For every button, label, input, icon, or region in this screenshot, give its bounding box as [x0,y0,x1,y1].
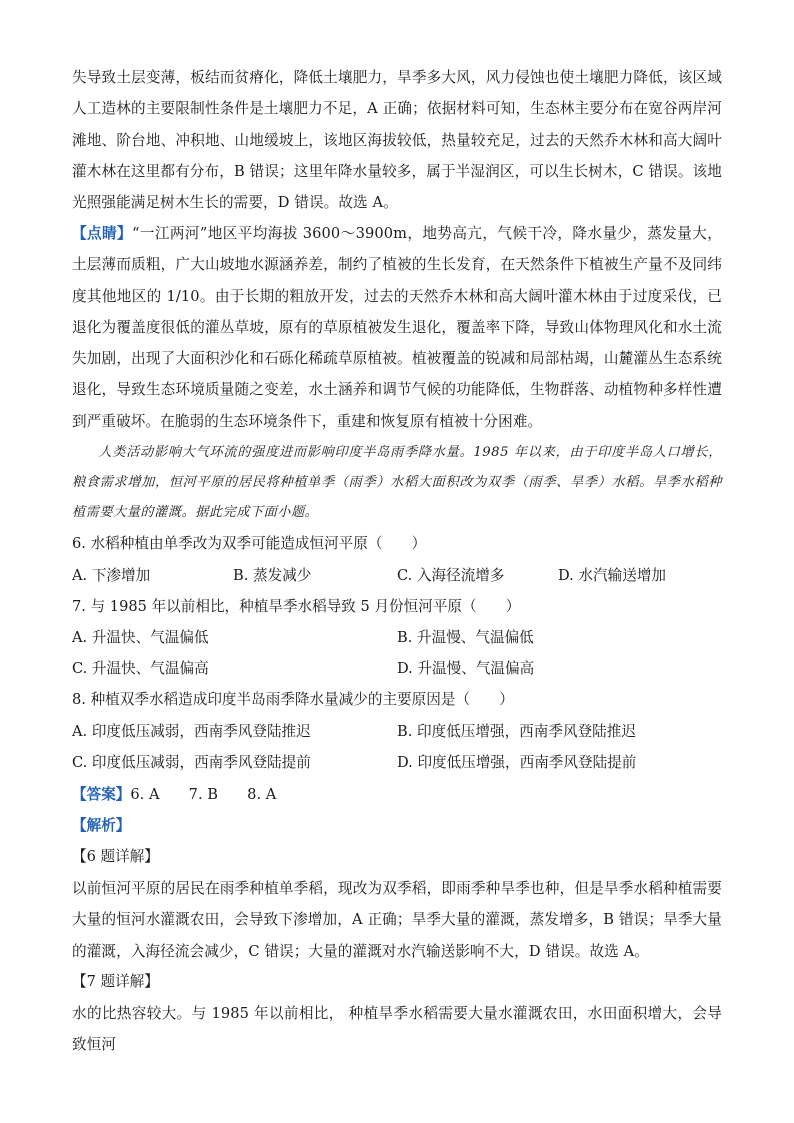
answer-tag: 【答案】 [72,786,131,803]
dianjing-tag: 【点睛】 [72,225,132,242]
question-8-option-c: C. 印度低压减弱，西南季风登陆提前 [72,754,311,771]
q7-detail-paragraph [72,998,722,1061]
question-6-stem: 6. 水稻种植由单季改为双季可能造成恒河平原（ ） [72,535,427,552]
question-8-stem: 8. 种植双季水稻造成印度半岛雨季降水量减少的主要原因是（ ） [72,691,514,708]
q6-detail-paragraph [72,873,722,967]
q6-detail-heading: 【6 题详解】 [72,848,159,865]
analysis-tag: 【解析】 [72,817,131,834]
question-6-option-a: A. 下渗增加 [72,567,151,584]
question-6-option-c: C. 入海径流增多 [397,567,505,584]
material-passage [72,438,722,528]
dianjing-text: “一江两河”地区平均海拔 3600～3900m，地势高亢，气候干冷，降水量少，蒸发量大，土层薄而质粗，广大山坡地水源涵养差，制约了植被的生长发育，在天然条件下植被生产量不及同纬度其他地区的 1/10。由于长期的粗放开发，过去的天然乔木林和高大阔叶灌木林由于过度采伐，已退化为覆盖度很低的灌丛草坡，原有的草原植被发生退化，覆盖率下降，导致山体物理风化和水土流失加剧，出现了大面积沙化和石砾化稀疏草原植被。植被覆盖的锐减和局部枯竭，山麓灌丛生态系统退化，导致生态环境质量随之变差，水土涵养和调节气候的功能降低，生物群落、动植物种多样性遭到严重破坏。在脆弱的生态环境条件下，重建和恢复原有植被十分困难。 [72,225,722,430]
question-8-option-d: D. 印度低压增强，西南季风登陆提前 [397,754,637,771]
question-6-option-b: B. 蒸发减少 [233,567,312,584]
question-8-option-a: A. 印度低压减弱，西南季风登陆推迟 [72,723,311,740]
q7-detail-heading: 【7 题详解】 [72,973,159,990]
question-7-stem: 7. 与 1985 年以前相比，种植旱季水稻导致 5 月份恒河平原（ ） [72,598,521,615]
q7-detail-text: 水的比热容较大。与 1985 年以前相比， 种植旱季水稻需要大量水灌溉农田，水田面积增大，会导致恒河 [72,1005,722,1054]
material-text: 人类活动影响大气环流的强度进而影响印度半岛雨季降水量。1985 年以来，由于印度半岛人口增长，粮食需求增加，恒河平原的居民将种植单季（雨季）水稻大面积改为双季（雨季、旱季）水稻。旱季水稻种植需要大量的灌溉。据此完成下面小题。 [72,445,722,520]
question-7-option-c: C. 升温快、气温偏高 [72,660,209,677]
question-8-option-b: B. 印度低压增强，西南季风登陆推迟 [397,723,636,740]
answer-line [72,785,276,805]
answer-text: 6. A 7. B 8. A [130,786,277,803]
previous-analysis-paragraph [72,62,722,218]
q6-detail-text: 以前恒河平原的居民在雨季种植单季稻，现改为双季稻，即雨季种旱季也种，但是旱季水稻种植需要大量的恒河水灌溉农田，会导致下渗增加，A 正确；旱季大量的灌溉，蒸发增多，B 错误；旱季大量的灌溉，入海径流会减少，C 错误；大量的灌溉对水汽输送影响不大，D 错误。故选 A。 [72,880,722,960]
question-7-option-d: D. 升温慢、气温偏高 [397,660,535,677]
analysis-heading [72,816,130,836]
previous-analysis-text: 失导致土层变薄，板结而贫瘠化，降低土壤肥力，旱季多大风，风力侵蚀也使土壤肥力降低，该区域人工造林的主要限制性条件是土壤肥力不足，A 正确；依据材料可知，生态林主要分布在宽谷两岸河滩地、阶台地、冲积地、山地缓坡上，该地区海拔较低，热量较充足，过去的天然乔木林和高大阔叶灌木林在这里都有分布，B 错误；这里年降水量较多，属于半湿润区，可以生长树木，C 错误。该地光照强能满足树木生长的需要，D 错误。故选 A。 [72,69,722,212]
question-6-option-d: D. 水汽输送增加 [558,567,667,584]
question-7-option-b: B. 升温慢、气温偏低 [397,629,534,646]
question-7-option-a: A. 升温快、气温偏低 [72,629,209,646]
dianjing-paragraph [72,218,722,437]
